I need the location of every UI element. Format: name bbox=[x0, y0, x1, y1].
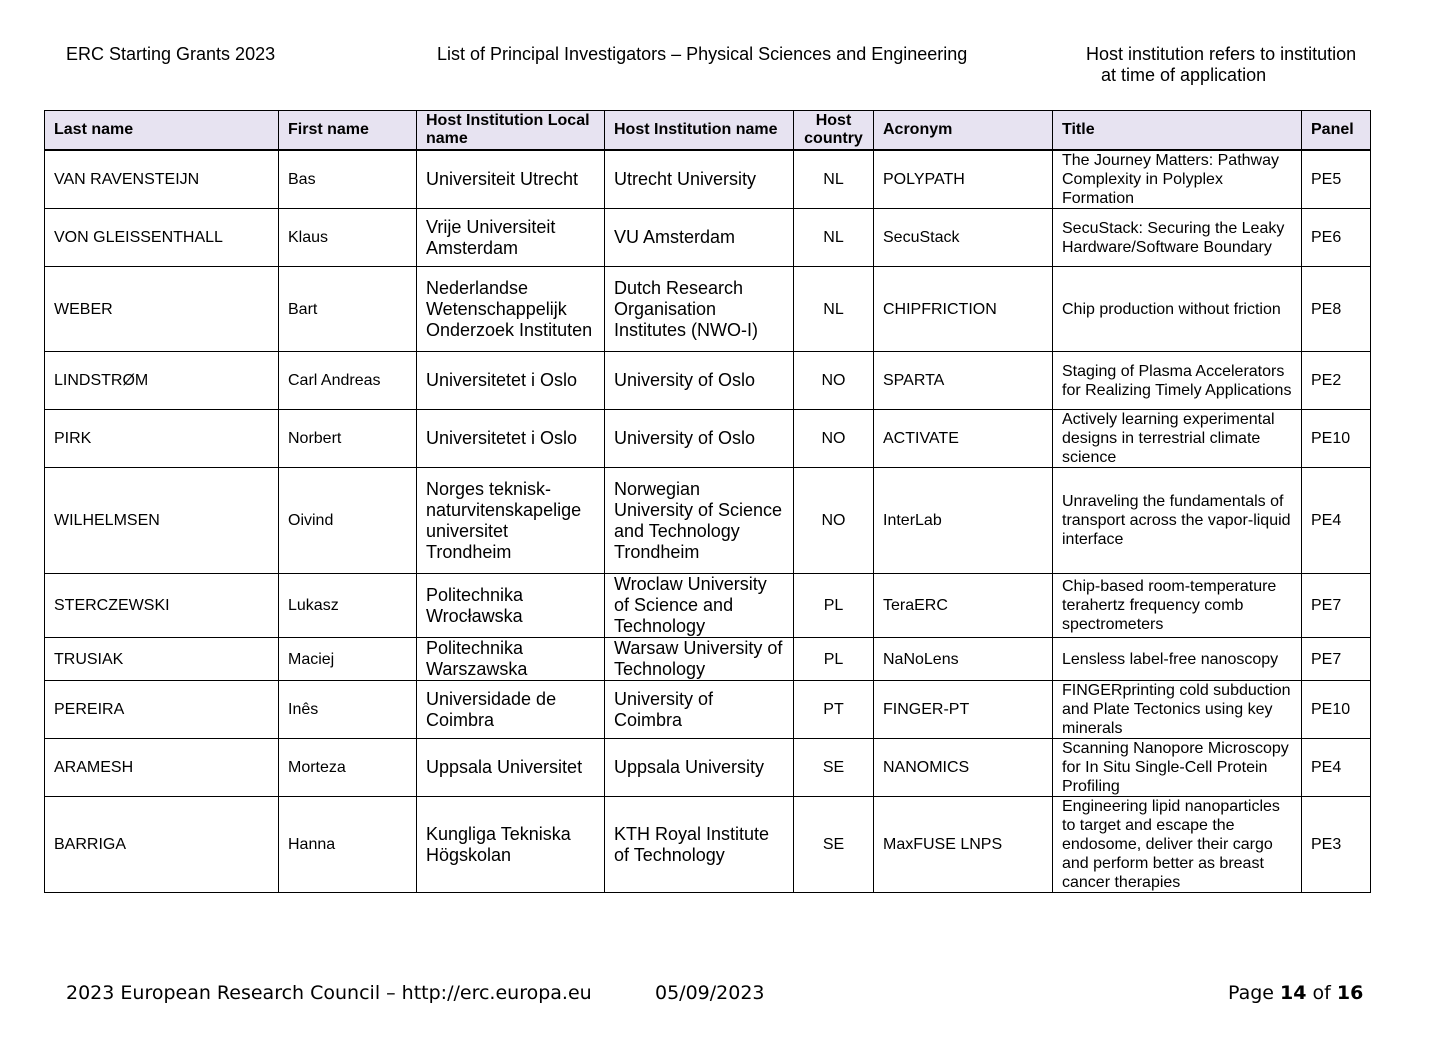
col-header-first-name: First name bbox=[279, 111, 417, 151]
cell-panel: PE7 bbox=[1302, 574, 1371, 638]
cell-last-name: VAN RAVENSTEIJN bbox=[45, 150, 279, 209]
cell-country: NO bbox=[794, 410, 874, 468]
cell-host-local: Norges teknisk-naturvitenskapelige universitet Trondheim bbox=[417, 468, 605, 574]
cell-title: Chip-based room-temperature terahertz frequency comb spectrometers bbox=[1053, 574, 1302, 638]
footer-page-label: Page bbox=[1228, 982, 1274, 1004]
header-right bbox=[1086, 44, 1356, 86]
cell-country: PL bbox=[794, 574, 874, 638]
cell-title: Staging of Plasma Accelerators for Realizing Timely Applications bbox=[1053, 352, 1302, 410]
cell-host-local: Universitetet i Oslo bbox=[417, 352, 605, 410]
cell-acronym: InterLab bbox=[874, 468, 1053, 574]
cell-title: Unraveling the fundamentals of transport across the vapor-liquid interface bbox=[1053, 468, 1302, 574]
cell-acronym: CHIPFRICTION bbox=[874, 267, 1053, 352]
cell-first-name: Maciej bbox=[279, 638, 417, 681]
cell-host-name: Dutch Research Organisation Institutes (NWO-I) bbox=[605, 267, 794, 352]
cell-host-name: KTH Royal Institute of Technology bbox=[605, 797, 794, 893]
footer-page-total: 16 bbox=[1336, 982, 1364, 1004]
cell-first-name: Lukasz bbox=[279, 574, 417, 638]
table-row bbox=[45, 797, 1371, 893]
cell-first-name: Bart bbox=[279, 267, 417, 352]
cell-country: NO bbox=[794, 468, 874, 574]
cell-first-name: Norbert bbox=[279, 410, 417, 468]
cell-last-name: STERCZEWSKI bbox=[45, 574, 279, 638]
cell-country: NL bbox=[794, 150, 874, 209]
cell-first-name: Hanna bbox=[279, 797, 417, 893]
cell-title: Lensless label-free nanoscopy bbox=[1053, 638, 1302, 681]
cell-acronym: NANOMICS bbox=[874, 739, 1053, 797]
cell-acronym: TeraERC bbox=[874, 574, 1053, 638]
cell-host-name: VU Amsterdam bbox=[605, 209, 794, 267]
table-row bbox=[45, 267, 1371, 352]
table-row bbox=[45, 150, 1371, 209]
cell-last-name: BARRIGA bbox=[45, 797, 279, 893]
cell-acronym: FINGER-PT bbox=[874, 681, 1053, 739]
table-row bbox=[45, 739, 1371, 797]
cell-host-local: Politechnika Warszawska bbox=[417, 638, 605, 681]
col-header-host-local: Host Institution Local name bbox=[417, 111, 605, 151]
cell-acronym: MaxFUSE LNPS bbox=[874, 797, 1053, 893]
footer-page-number bbox=[1228, 982, 1363, 1004]
cell-panel: PE10 bbox=[1302, 410, 1371, 468]
cell-country: PL bbox=[794, 638, 874, 681]
cell-country: SE bbox=[794, 797, 874, 893]
table-header-row bbox=[45, 111, 1371, 151]
cell-panel: PE7 bbox=[1302, 638, 1371, 681]
table-row bbox=[45, 468, 1371, 574]
footer-date: 05/09/2023 bbox=[655, 982, 765, 1004]
cell-last-name: PIRK bbox=[45, 410, 279, 468]
cell-host-name: University of Coimbra bbox=[605, 681, 794, 739]
cell-host-name: Utrecht University bbox=[605, 150, 794, 209]
cell-title: Actively learning experimental designs in terrestrial climate science bbox=[1053, 410, 1302, 468]
cell-acronym: POLYPATH bbox=[874, 150, 1053, 209]
cell-host-name: Warsaw University of Technology bbox=[605, 638, 794, 681]
cell-last-name: PEREIRA bbox=[45, 681, 279, 739]
cell-country: NL bbox=[794, 209, 874, 267]
header-center: List of Principal Investigators – Physical Sciences and Engineering bbox=[437, 44, 968, 64]
footer-page-current: 14 bbox=[1280, 982, 1307, 1004]
header-right-line1: Host institution refers to institution bbox=[1086, 44, 1357, 64]
cell-last-name: WEBER bbox=[45, 267, 279, 352]
cell-host-local: Kungliga Tekniska Högskolan bbox=[417, 797, 605, 893]
header-right-line2: at time of application bbox=[1101, 65, 1267, 85]
table-row bbox=[45, 352, 1371, 410]
cell-acronym: SPARTA bbox=[874, 352, 1053, 410]
cell-first-name: Morteza bbox=[279, 739, 417, 797]
cell-host-name: Norwegian University of Science and Technology Trondheim bbox=[605, 468, 794, 574]
cell-host-local: Universiteit Utrecht bbox=[417, 150, 605, 209]
cell-panel: PE2 bbox=[1302, 352, 1371, 410]
cell-panel: PE8 bbox=[1302, 267, 1371, 352]
table-row bbox=[45, 209, 1371, 267]
table-row bbox=[45, 410, 1371, 468]
cell-host-local: Uppsala Universitet bbox=[417, 739, 605, 797]
col-header-title: Title bbox=[1053, 111, 1302, 151]
col-header-host-name: Host Institution name bbox=[605, 111, 794, 151]
cell-acronym: NaNoLens bbox=[874, 638, 1053, 681]
principal-investigators-table bbox=[44, 110, 1371, 893]
cell-panel: PE3 bbox=[1302, 797, 1371, 893]
cell-panel: PE10 bbox=[1302, 681, 1371, 739]
col-header-panel: Panel bbox=[1302, 111, 1371, 151]
col-header-acronym: Acronym bbox=[874, 111, 1053, 151]
cell-last-name: WILHELMSEN bbox=[45, 468, 279, 574]
cell-host-name: University of Oslo bbox=[605, 352, 794, 410]
cell-host-name: Uppsala University bbox=[605, 739, 794, 797]
cell-country: NO bbox=[794, 352, 874, 410]
cell-panel: PE4 bbox=[1302, 468, 1371, 574]
footer-page-of: of bbox=[1312, 982, 1331, 1004]
table-row bbox=[45, 574, 1371, 638]
cell-country: PT bbox=[794, 681, 874, 739]
cell-title: SecuStack: Securing the Leaky Hardware/Software Boundary bbox=[1053, 209, 1302, 267]
cell-host-name: University of Oslo bbox=[605, 410, 794, 468]
cell-last-name: VON GLEISSENTHALL bbox=[45, 209, 279, 267]
cell-host-local: Universidade de Coimbra bbox=[417, 681, 605, 739]
footer-council: 2023 European Research Council – http://erc.europa.eu bbox=[66, 982, 592, 1004]
cell-country: SE bbox=[794, 739, 874, 797]
cell-first-name: Oivind bbox=[279, 468, 417, 574]
cell-first-name: Carl Andreas bbox=[279, 352, 417, 410]
table-row bbox=[45, 638, 1371, 681]
table-body bbox=[45, 150, 1371, 893]
col-header-host-country: Host country bbox=[794, 111, 874, 151]
cell-host-local: Universitetet i Oslo bbox=[417, 410, 605, 468]
cell-title: FINGERprinting cold subduction and Plate Tectonics using key minerals bbox=[1053, 681, 1302, 739]
cell-title: Chip production without friction bbox=[1053, 267, 1302, 352]
cell-title: Scanning Nanopore Microscopy for In Situ Single-Cell Protein Profiling bbox=[1053, 739, 1302, 797]
cell-host-local: Nederlandse Wetenschappelijk Onderzoek Instituten bbox=[417, 267, 605, 352]
table-row bbox=[45, 681, 1371, 739]
header-left: ERC Starting Grants 2023 bbox=[66, 44, 276, 64]
cell-host-local: Vrije Universiteit Amsterdam bbox=[417, 209, 605, 267]
cell-acronym: SecuStack bbox=[874, 209, 1053, 267]
cell-country: NL bbox=[794, 267, 874, 352]
cell-panel: PE5 bbox=[1302, 150, 1371, 209]
cell-first-name: Klaus bbox=[279, 209, 417, 267]
cell-last-name: ARAMESH bbox=[45, 739, 279, 797]
cell-acronym: ACTIVATE bbox=[874, 410, 1053, 468]
cell-host-name: Wroclaw University of Science and Technology bbox=[605, 574, 794, 638]
cell-first-name: Inês bbox=[279, 681, 417, 739]
cell-host-local: Politechnika Wrocławska bbox=[417, 574, 605, 638]
col-header-last-name: Last name bbox=[45, 111, 279, 151]
cell-title: Engineering lipid nanoparticles to target and escape the endosome, deliver their cargo and perform better as breast cancer therapies bbox=[1053, 797, 1302, 893]
cell-title: The Journey Matters: Pathway Complexity in Polyplex Formation bbox=[1053, 150, 1302, 209]
cell-panel: PE4 bbox=[1302, 739, 1371, 797]
cell-panel: PE6 bbox=[1302, 209, 1371, 267]
cell-last-name: TRUSIAK bbox=[45, 638, 279, 681]
cell-last-name: LINDSTRØM bbox=[45, 352, 279, 410]
cell-first-name: Bas bbox=[279, 150, 417, 209]
